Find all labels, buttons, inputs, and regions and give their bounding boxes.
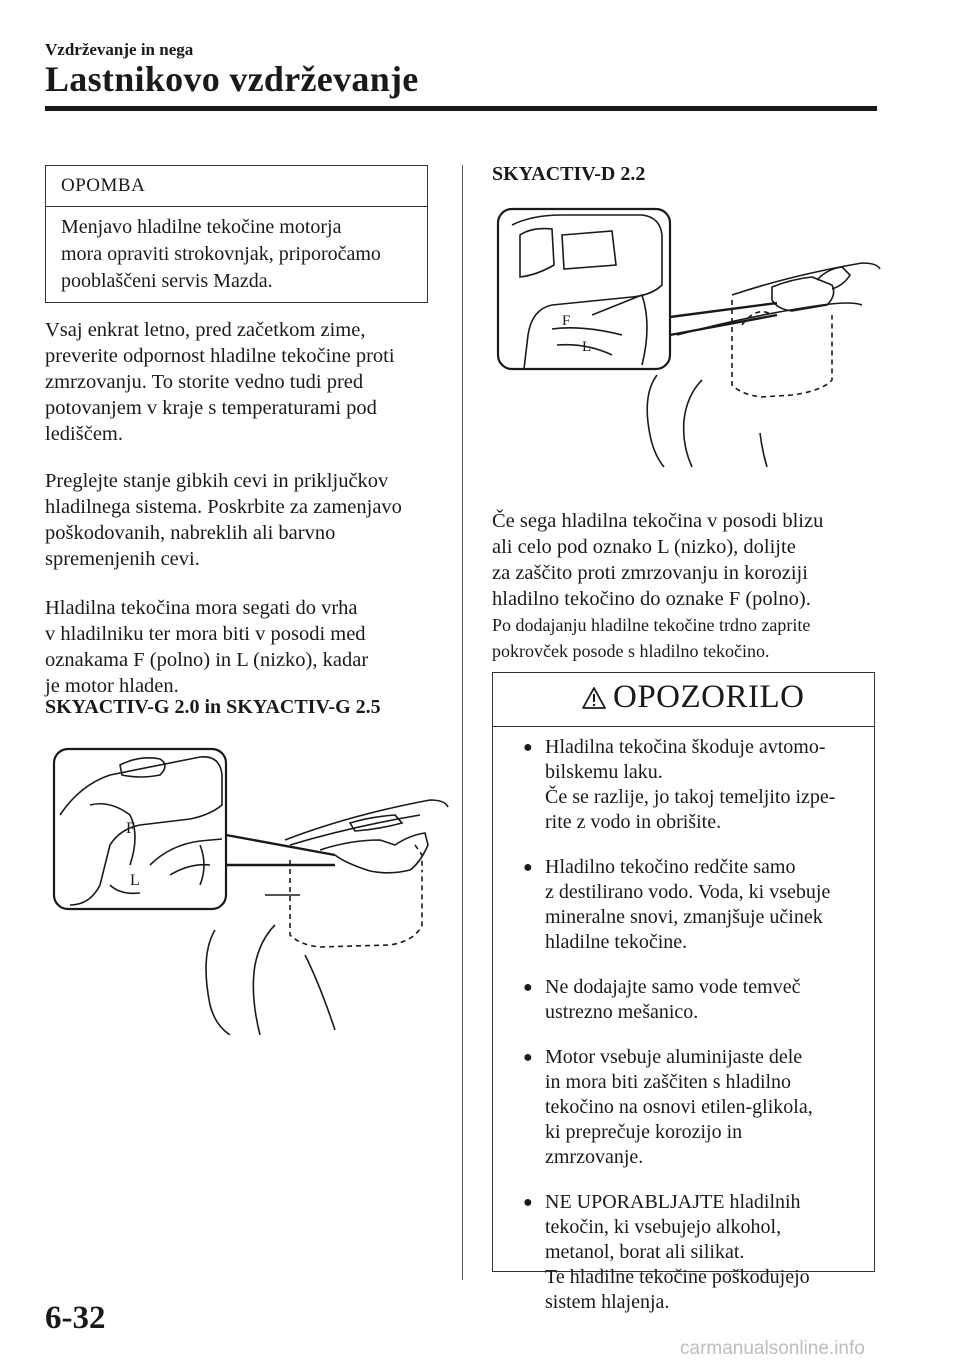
- note-line: pooblaščeni servis Mazda.: [61, 270, 273, 292]
- bullet-icon: ●: [523, 739, 533, 756]
- note-title: OPOMBA: [61, 175, 146, 196]
- warning-item: ● Hladilna tekočina škoduje avtomo- bilskemu laku. Če se razlije, jo takoj temeljito izpe- rite z vodo in obrišite.: [523, 736, 836, 833]
- warning-triangle-icon: [581, 686, 607, 710]
- text-line: v hladilniku ter mora biti v posodi med: [45, 623, 366, 645]
- warning-list: [513, 735, 866, 1335]
- low-mark-label: L: [582, 339, 592, 355]
- warning-item: ● Hladilno tekočino redčite samo z destilirano vodo. Voda, ki vsebuje mineralne snovi, zmanjšuje učinek hladilne tekočine.: [523, 856, 831, 953]
- text-line: za zaščito proti zmrzovanju in koroziji: [492, 562, 808, 584]
- warning-divider: [493, 726, 874, 727]
- text-line: pokrovček posode s hladilno tekočino.: [492, 641, 770, 661]
- bullet-icon: ●: [523, 1194, 533, 1211]
- text-line: ali celo pod oznako L (nizko), dolijte: [492, 536, 796, 558]
- note-box: [45, 165, 428, 303]
- coolant-reservoir-illustration-d: [492, 205, 882, 470]
- text-line: zmrzovanju. To storite vedno tudi pred: [45, 371, 364, 393]
- paragraph-close-cap: [492, 612, 892, 664]
- note-line: mora opraviti strokovnjak, priporočamo: [61, 243, 381, 265]
- bullet-icon: ●: [523, 859, 533, 876]
- text-line: hladilno tekočino do oznake F (polno).: [492, 588, 811, 610]
- warning-item: ● Motor vsebuje aluminijaste dele in mora biti zaščiten s hladilno tekočino na osnovi etilen-glikola, ki preprečuje korozijo in zmrzovanje.: [523, 1046, 813, 1168]
- warning-item: ● NE UPORABLJAJTE hladilnih tekočin, ki vsebujejo alkohol, metanol, borat ali silikat. Te hladilne tekočine poškodujejo sistem hlajenja.: [523, 1191, 810, 1313]
- page-number: 6-32: [45, 1300, 106, 1336]
- note-line: Menjavo hladilne tekočine motorja: [61, 216, 342, 238]
- warning-title: OPOZORILO: [613, 679, 805, 715]
- note-body: [61, 214, 419, 295]
- text-line: preverite odpornost hladilne tekočine proti: [45, 345, 395, 367]
- figure-heading-skyactiv-g: SKYACTIV-G 2.0 in SKYACTIV-G 2.5: [45, 696, 381, 718]
- text-line: je motor hladen.: [45, 675, 179, 697]
- low-mark-label: L: [130, 872, 140, 889]
- paragraph-topup: [492, 508, 892, 612]
- text-line: spremenjenih cevi.: [45, 548, 200, 570]
- text-line: Če sega hladilna tekočina v posodi blizu: [492, 510, 824, 532]
- paragraph-coolant-level: [45, 595, 445, 699]
- note-divider: [46, 206, 427, 207]
- text-line: Hladilna tekočina mora segati do vrha: [45, 597, 358, 619]
- text-line: Preglejte stanje gibkih cevi in priključkov: [45, 470, 389, 492]
- text-line: potovanjem v kraje s temperaturami pod: [45, 397, 377, 419]
- text-line: hladilnega sistema. Poskrbite za zamenjavo: [45, 496, 402, 518]
- text-line: lediščem.: [45, 423, 123, 445]
- page-title: Lastnikovo vzdrževanje: [45, 59, 419, 99]
- bullet-icon: ●: [523, 979, 533, 996]
- full-mark-label: F: [562, 313, 571, 329]
- text-line: poškodovanih, nabreklih ali barvno: [45, 522, 336, 544]
- text-line: Vsaj enkrat letno, pred začetkom zime,: [45, 319, 366, 341]
- warning-header: [493, 673, 874, 725]
- full-mark-label: F: [126, 820, 135, 837]
- section-label: Vzdrževanje in nega: [45, 40, 194, 59]
- figure-heading-skyactiv-d: SKYACTIV-D 2.2: [492, 163, 646, 185]
- bullet-icon: ●: [523, 1049, 533, 1066]
- title-rule: [45, 106, 877, 111]
- watermark: carmanualsonline.info: [680, 1338, 865, 1359]
- paragraph-antifreeze-check: [45, 317, 445, 447]
- column-divider: [462, 165, 463, 1280]
- warning-box: [492, 672, 875, 1313]
- text-line: Po dodajanju hladilne tekočine trdno zaprite: [492, 615, 811, 635]
- warning-item: ● Ne dodajajte samo vode temveč ustrezno mešanico.: [523, 976, 801, 1023]
- text-line: oznakama F (polno) in L (nizko), kadar: [45, 649, 369, 671]
- paragraph-hoses: [45, 468, 445, 572]
- coolant-reservoir-illustration-g: [50, 745, 455, 1035]
